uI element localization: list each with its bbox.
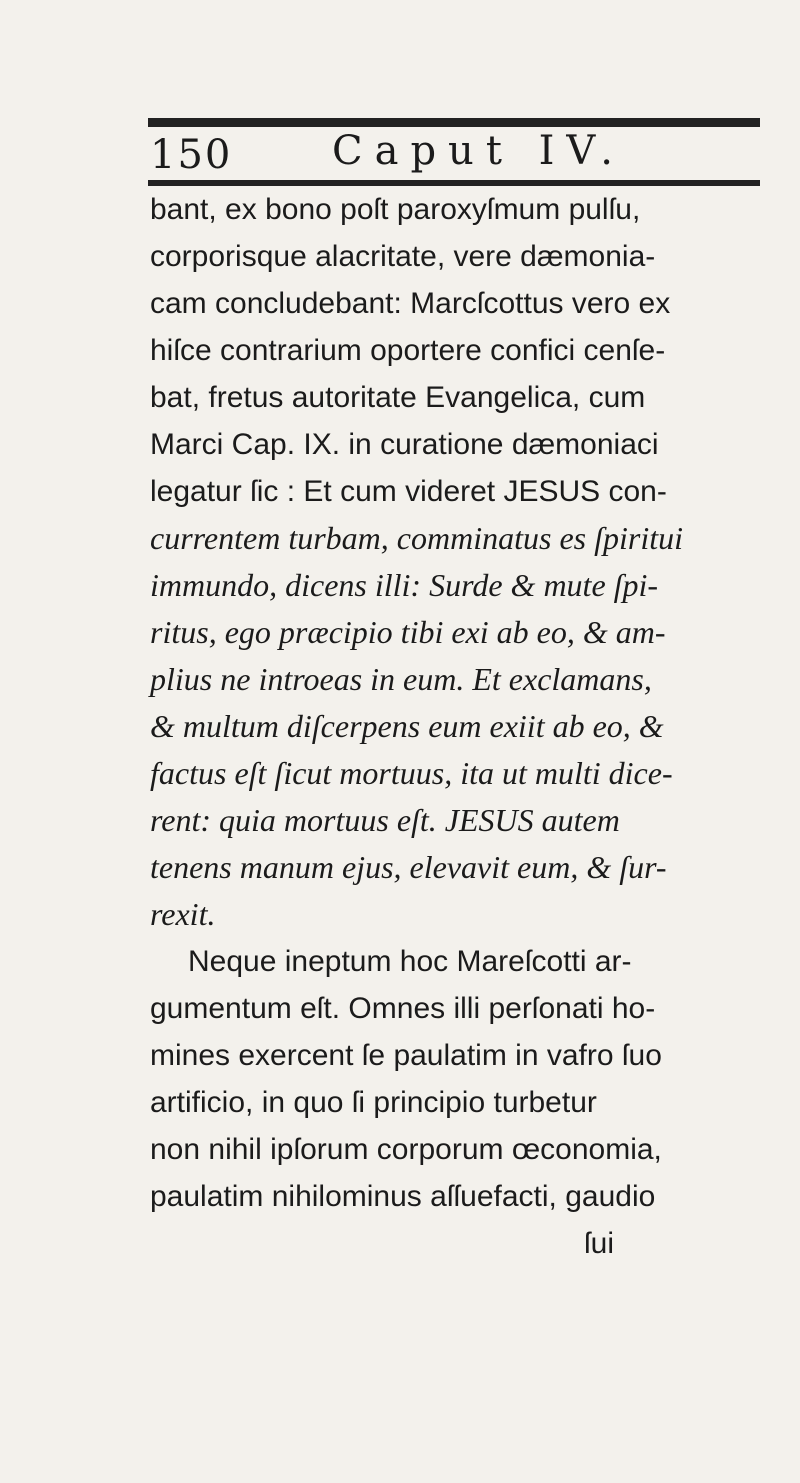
text-line: & multum diſcerpens eum exiit ab eo, &	[150, 708, 664, 744]
text-line: legatur ſic : Et cum videret JESUS con-	[150, 475, 667, 508]
text-line: Marci Cap. IX. in curatione dæmoniaci	[150, 428, 659, 461]
text-line: cam concludebant: Marcſcottus vero ex	[150, 287, 671, 320]
text-line: mines exercent ſe paulatim in vafro ſuo	[150, 1039, 662, 1072]
text-line: bat, fretus autoritate Evangelica, cum	[150, 381, 646, 414]
page-number: 150	[150, 132, 233, 178]
text-line: non nihil ipſorum corporum œconomia,	[150, 1133, 662, 1166]
text-line: rexit.	[150, 896, 216, 932]
running-title: Caput IV.	[332, 128, 626, 174]
text-line: hiſce contrarium oportere confici cenſe-	[150, 334, 666, 367]
header-top-rule	[148, 118, 760, 127]
text-line: bant, ex bono poſt paroxyſmum pulſu,	[150, 193, 641, 226]
text-line: plius ne introeas in eum. Et exclamans,	[150, 661, 652, 697]
text-line: gumentum eſt. Omnes illi perſonati ho-	[150, 992, 656, 1025]
text-line: tenens manum ejus, elevavit eum, & ſur-	[150, 849, 667, 885]
text-line: factus eſt ſicut mortuus, ita ut multi dice-	[150, 755, 673, 791]
text-line: Neque ineptum hoc Mareſcotti ar-	[188, 945, 632, 978]
text-line: currentem turbam, comminatus es ſpiritui	[150, 520, 683, 556]
text-line: immundo, dicens illi: Surde & mute ſpi-	[150, 567, 659, 603]
body-text	[150, 186, 762, 1267]
text-line: paulatim nihilominus aſſuefacti, gaudio	[150, 1180, 656, 1213]
catchword: ſui	[583, 1227, 614, 1260]
text-line: corporisque alacritate, vere dæmonia-	[150, 240, 656, 273]
text-line: ritus, ego præcipio tibi exi ab eo, & am-	[150, 614, 666, 650]
text-line: artificio, in quo ſi principio turbetur	[150, 1086, 597, 1119]
text-line: rent: quia mortuus eſt. JESUS autem	[150, 802, 620, 838]
